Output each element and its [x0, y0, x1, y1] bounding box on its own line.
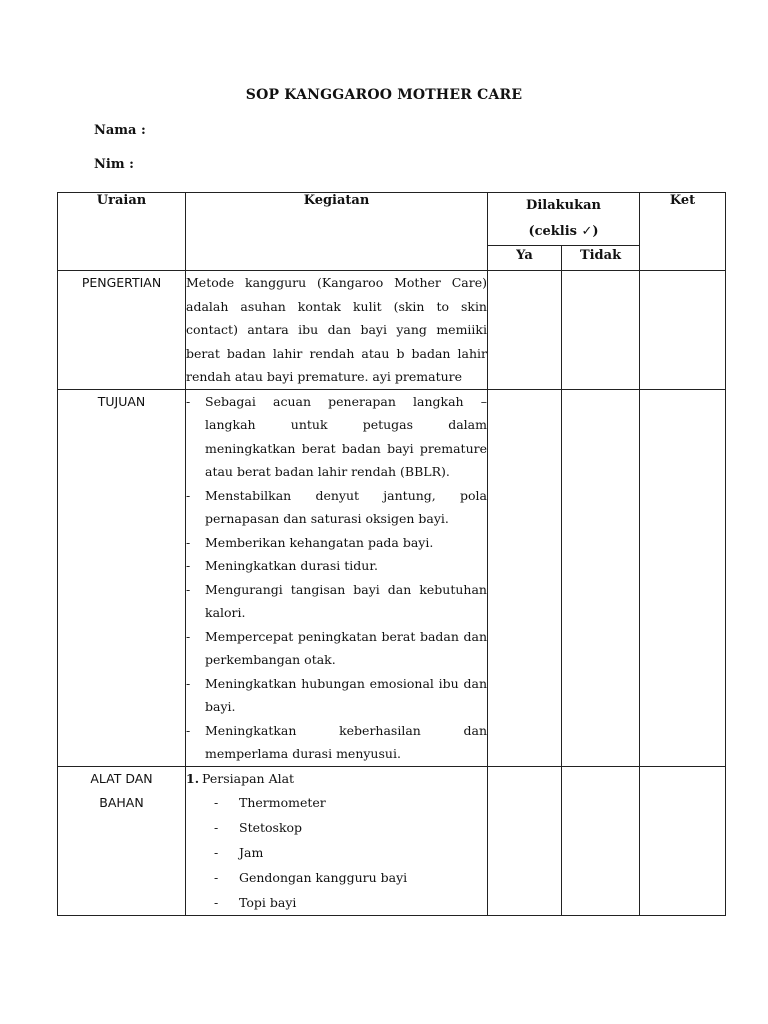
- tujuan-item: [186, 531, 487, 555]
- alat-label-line1: ALAT DAN: [90, 770, 153, 786]
- tujuan-item-text: Mempercepat peningkatan berat badan dan perkembangan otak.: [205, 628, 487, 667]
- tujuan-ket-cell[interactable]: [640, 389, 726, 766]
- tujuan-item: [186, 554, 487, 578]
- tujuan-item-text: Menstabilkan denyut jantung, pola pernapasan dan saturasi oksigen bayi.: [205, 487, 487, 526]
- checkmark-icon: ✓: [581, 224, 593, 239]
- pengertian-ket-cell[interactable]: [640, 271, 726, 390]
- alat-label: [58, 766, 186, 916]
- tujuan-list-cell: [186, 389, 488, 766]
- alat-item-text: Thermometer: [239, 795, 326, 810]
- alat-item: [214, 815, 487, 840]
- tujuan-item: [186, 672, 487, 719]
- tujuan-ya-cell[interactable]: [488, 389, 562, 766]
- section-title: Persiapan Alat: [202, 770, 295, 786]
- alat-list: [186, 790, 487, 915]
- pengertian-label: PENGERTIAN: [58, 271, 186, 390]
- alat-item: [214, 790, 487, 815]
- row-alat-dan-bahan: [58, 766, 726, 916]
- dash-bullet: -: [186, 393, 191, 409]
- alat-tidak-cell[interactable]: [562, 766, 640, 916]
- header-dilakukan: [488, 193, 640, 246]
- alat-list-cell: [186, 766, 488, 916]
- tujuan-item-text: Meningkatkan durasi tidur.: [205, 558, 378, 573]
- row-tujuan: [58, 389, 726, 766]
- dash-bullet: -: [186, 628, 191, 644]
- alat-item-text: Topi bayi: [239, 895, 297, 910]
- dash-bullet: -: [214, 820, 219, 835]
- tujuan-item: [186, 390, 487, 484]
- dash-bullet: -: [186, 675, 191, 691]
- tujuan-item: [186, 578, 487, 625]
- dash-bullet: -: [186, 581, 191, 597]
- alat-ket-cell[interactable]: [640, 766, 726, 916]
- pengertian-tidak-cell[interactable]: [562, 271, 640, 390]
- header-dilakukan-title: Dilakukan: [526, 198, 601, 213]
- tujuan-tidak-cell[interactable]: [562, 389, 640, 766]
- dash-bullet: -: [186, 558, 191, 573]
- dash-bullet: -: [214, 845, 219, 860]
- alat-item-text: Stetoskop: [239, 820, 303, 835]
- pengertian-text: [186, 271, 488, 390]
- persiapan-alat-heading: [186, 767, 487, 791]
- alat-item: [214, 890, 487, 915]
- dash-bullet: -: [186, 534, 191, 550]
- dash-bullet: -: [186, 487, 191, 503]
- tujuan-item-text: Mengurangi tangisan bayi dan kebutuhan kalori.: [205, 581, 487, 620]
- header-kegiatan: Kegiatan: [186, 193, 488, 271]
- header-ya: Ya: [488, 246, 562, 271]
- header-ket: Ket: [640, 193, 726, 271]
- tujuan-item: [186, 719, 487, 766]
- tujuan-item-text: Meningkatkan hubungan emosional ibu dan bayi.: [205, 675, 487, 714]
- alat-item-text: Gendongan kangguru bayi: [239, 870, 408, 885]
- header-tidak: Tidak: [562, 246, 640, 271]
- tujuan-item: [186, 484, 487, 531]
- tujuan-item: [186, 625, 487, 672]
- tujuan-list: [186, 390, 487, 766]
- header-row: [58, 193, 726, 246]
- alat-item-text: Jam: [239, 845, 264, 860]
- nim-field-label: Nim :: [94, 157, 134, 172]
- dash-bullet: -: [186, 722, 191, 738]
- pengertian-paragraph: Metode kangguru (Kangaroo Mother Care) adalah asuhan kontak kulit (skin to skin contact) antara ibu dan bayi yang memiiki berat badan lahir rendah atau b badan lahir rendah atau bayi premature. ayi premature: [186, 275, 487, 384]
- tujuan-label: TUJUAN: [58, 389, 186, 766]
- alat-label-line2: BAHAN: [99, 794, 144, 810]
- sop-table: [57, 192, 726, 916]
- header-ceklis-text: (ceklis: [528, 224, 582, 239]
- header-ceklis: [488, 219, 639, 245]
- nama-field-label: Nama :: [94, 123, 146, 138]
- pengertian-ya-cell[interactable]: [488, 271, 562, 390]
- section-number: 1.: [186, 770, 200, 786]
- tujuan-item-text: Meningkatkan keberhasilan dan memperlama durasi menyusui.: [205, 722, 487, 761]
- header-uraian: Uraian: [58, 193, 186, 271]
- dash-bullet: -: [214, 795, 219, 810]
- alat-item: [214, 840, 487, 865]
- alat-ya-cell[interactable]: [488, 766, 562, 916]
- tujuan-item-text: Sebagai acuan penerapan langkah – langkah untuk petugas dalam meningkatkan berat badan bayi premature atau berat badan lahir rendah (BBLR).: [205, 393, 487, 479]
- row-pengertian: [58, 271, 726, 390]
- tujuan-item-text: Memberikan kehangatan pada bayi.: [205, 534, 434, 550]
- header-ceklis-close: ): [592, 224, 599, 239]
- alat-item: [214, 865, 487, 890]
- dash-bullet: -: [214, 895, 219, 910]
- dash-bullet: -: [214, 870, 219, 885]
- document-title: SOP KANGGAROO MOTHER CARE: [245, 87, 523, 103]
